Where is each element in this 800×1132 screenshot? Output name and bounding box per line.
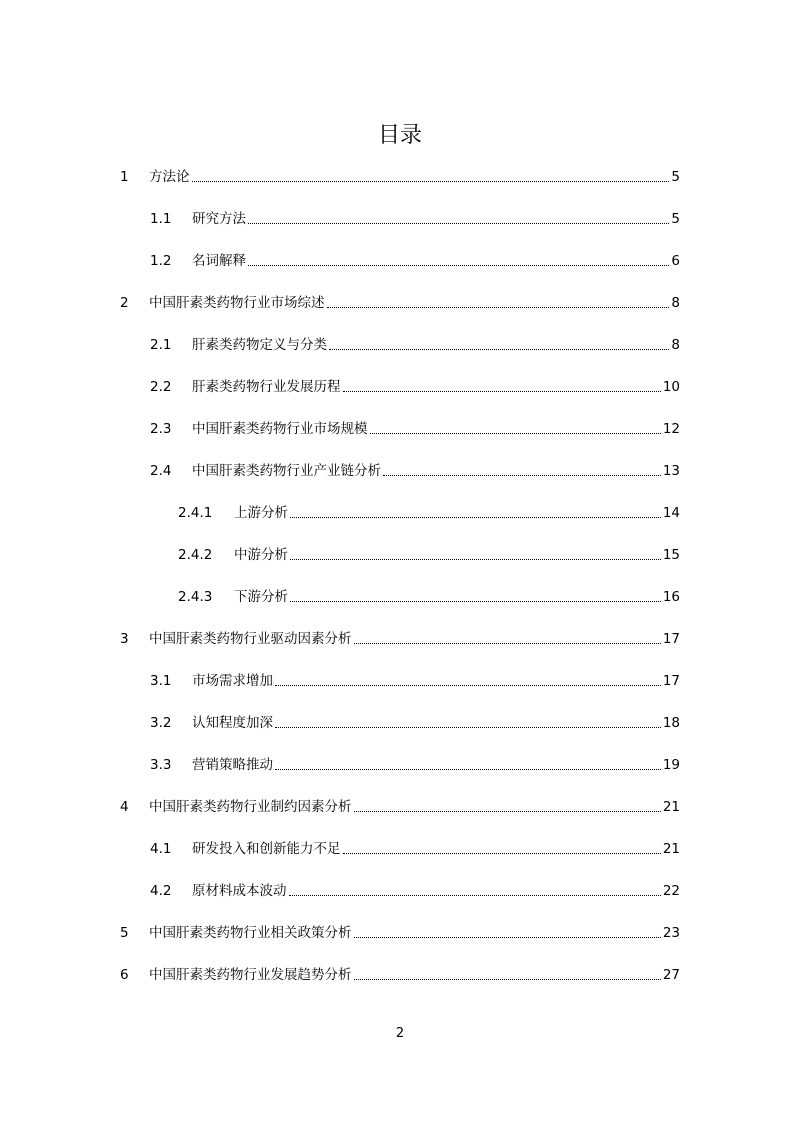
toc-entry-page: 5 [671, 169, 680, 185]
toc-entry-page: 21 [662, 841, 680, 857]
toc-dot-leader [354, 810, 661, 812]
toc-entry[interactable] [178, 503, 680, 523]
toc-entry[interactable] [178, 587, 680, 607]
toc-entry-title: 上游分析 [234, 505, 288, 521]
toc-entry-page: 18 [662, 715, 680, 731]
toc-entry[interactable] [150, 671, 680, 691]
toc-entry-number: 5 [120, 925, 129, 941]
toc-entry-page: 16 [662, 589, 680, 605]
toc-entry-title: 研究方法 [192, 211, 246, 227]
toc-entry[interactable] [120, 629, 680, 649]
toc-entry-title: 下游分析 [234, 589, 288, 605]
toc-entry-title: 名词解释 [192, 253, 246, 269]
toc-entry[interactable] [178, 545, 680, 565]
toc-entry-number: 3.1 [150, 673, 172, 689]
toc-entry-title: 认知程度加深 [192, 715, 273, 731]
toc-dot-leader [343, 390, 661, 392]
toc-dot-leader [248, 222, 669, 224]
toc-entry-title: 研发投入和创新能力不足 [192, 841, 341, 857]
toc-dot-leader [275, 684, 661, 686]
toc-entry-title: 肝素类药物定义与分类 [192, 337, 327, 353]
toc-dot-leader [290, 600, 661, 602]
page-number: 2 [395, 1026, 405, 1041]
toc-entry-page: 19 [662, 757, 680, 773]
toc-entry-page: 22 [662, 883, 680, 899]
toc-entry-number: 6 [120, 967, 129, 983]
toc-entry-page: 6 [671, 253, 680, 269]
toc-entry-page: 5 [671, 211, 680, 227]
toc-dot-leader [275, 768, 661, 770]
toc-entry-number: 4.1 [150, 841, 172, 857]
document-title: 目录 [377, 123, 422, 148]
toc-entry-number: 2 [120, 295, 129, 311]
toc-entry-title: 中游分析 [234, 547, 288, 563]
toc-entry-number: 2.2 [150, 379, 172, 395]
toc-entry-title: 中国肝素类药物行业驱动因素分析 [149, 631, 352, 647]
toc-entry-page: 17 [662, 673, 680, 689]
toc-entry[interactable] [150, 335, 680, 355]
toc-entry-number: 2.4.1 [178, 505, 213, 521]
toc-entry[interactable] [150, 755, 680, 775]
toc-entry[interactable] [120, 965, 680, 985]
toc-entry-number: 2.3 [150, 421, 172, 437]
toc-entry-title: 营销策略推动 [192, 757, 273, 773]
toc-entry-page: 27 [662, 967, 680, 983]
toc-entry[interactable] [120, 167, 680, 187]
toc-dot-leader [248, 264, 669, 266]
toc-entry-title: 中国肝素类药物行业制约因素分析 [149, 799, 352, 815]
toc-entry-number: 3.2 [150, 715, 172, 731]
toc-entry-page: 8 [671, 295, 680, 311]
toc-entry-number: 1.1 [150, 211, 172, 227]
toc-entry-number: 2.4 [150, 463, 172, 479]
toc-dot-leader [343, 852, 661, 854]
toc-entry[interactable] [150, 713, 680, 733]
toc-entry[interactable] [150, 377, 680, 397]
toc-entry[interactable] [150, 251, 680, 271]
toc-entry[interactable] [150, 419, 680, 439]
toc-entry[interactable] [120, 797, 680, 817]
toc-entry-number: 4 [120, 799, 129, 815]
toc-entry-title: 方法论 [149, 169, 190, 185]
toc-entry-title: 肝素类药物行业发展历程 [192, 379, 341, 395]
toc-entry-number: 2.4.2 [178, 547, 213, 563]
toc-entry[interactable] [150, 881, 680, 901]
toc-dot-leader [329, 348, 669, 350]
toc-dot-leader [327, 306, 670, 308]
toc-entry-number: 2.4.3 [178, 589, 213, 605]
toc-entry-page: 21 [662, 799, 680, 815]
toc-dot-leader [275, 726, 661, 728]
toc-entry-number: 1 [120, 169, 129, 185]
toc-entry-title: 中国肝素类药物行业相关政策分析 [149, 925, 352, 941]
toc-entry-title: 中国肝素类药物行业发展趋势分析 [149, 967, 352, 983]
toc-entry[interactable] [120, 923, 680, 943]
toc-dot-leader [354, 642, 661, 644]
toc-entry-number: 3 [120, 631, 129, 647]
toc-entry-page: 13 [662, 463, 680, 479]
toc-entry-title: 中国肝素类药物行业市场规模 [192, 421, 368, 437]
toc-entry-page: 8 [671, 337, 680, 353]
toc-entry-page: 14 [662, 505, 680, 521]
toc-dot-leader [290, 558, 661, 560]
toc-dot-leader [290, 516, 661, 518]
toc-entry[interactable] [150, 461, 680, 481]
toc-entry-page: 17 [662, 631, 680, 647]
toc-dot-leader [383, 474, 661, 476]
toc-entry[interactable] [120, 293, 680, 313]
toc-entry-page: 15 [662, 547, 680, 563]
toc-dot-leader [192, 180, 670, 182]
toc-dot-leader [354, 936, 661, 938]
toc-entry-page: 12 [662, 421, 680, 437]
toc-entry-title: 中国肝素类药物行业产业链分析 [192, 463, 381, 479]
toc-entry-number: 1.2 [150, 253, 172, 269]
toc-entry[interactable] [150, 839, 680, 859]
toc-dot-leader [370, 432, 661, 434]
toc-entry[interactable] [150, 209, 680, 229]
toc-entry-page: 10 [662, 379, 680, 395]
toc-entry-number: 2.1 [150, 337, 172, 353]
toc-entry-number: 3.3 [150, 757, 172, 773]
toc-entry-title: 市场需求增加 [192, 673, 273, 689]
toc-dot-leader [289, 894, 661, 896]
toc-entry-title: 原材料成本波动 [192, 883, 287, 899]
toc-entry-title: 中国肝素类药物行业市场综述 [149, 295, 325, 311]
toc-entry-page: 23 [662, 925, 680, 941]
toc-entry-number: 4.2 [150, 883, 172, 899]
toc-dot-leader [354, 978, 661, 980]
